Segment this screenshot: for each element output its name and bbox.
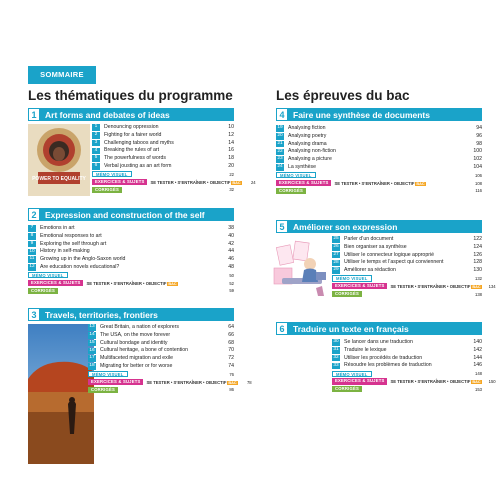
section-number: 6: [276, 322, 288, 335]
item-list: [276, 125, 482, 194]
list-item[interactable]: 24 La synthèse 104: [277, 163, 482, 170]
list-item[interactable]: 1 Denouncing oppression 10: [92, 124, 234, 131]
section-header[interactable]: [276, 220, 482, 233]
left-column-title: Les thématiques du programme: [28, 88, 233, 103]
corriges-line[interactable]: CORRIGÉS 59: [28, 287, 234, 294]
corriges-line[interactable]: CORRIGÉS 116: [276, 187, 482, 194]
list-item[interactable]: 30 Se lancer dans une traduction 140: [333, 339, 482, 345]
list-item[interactable]: 27 Utiliser le connecteur logique approprié 126: [333, 251, 482, 258]
list-item[interactable]: 20 Analysing poetry 96: [277, 132, 482, 139]
list-item[interactable]: 10 History in self-making 44: [29, 248, 234, 255]
section-title: Art forms and debates of ideas: [45, 109, 170, 120]
memo-line[interactable]: MÉMO VISUEL 106: [276, 172, 482, 179]
section-6: [276, 322, 496, 393]
sommaire-badge: SOMMAIRE: [28, 66, 96, 84]
item-list: [28, 225, 234, 294]
exercises-line[interactable]: EXERCICES & SUJETS SE TESTER • S’ENTRAÎNER • OBJECTIF BAC 52: [28, 279, 234, 286]
corriges-line[interactable]: CORRIGÉS 86: [88, 386, 234, 393]
section-header[interactable]: [28, 208, 234, 221]
list-item[interactable]: 17 Multifaceted migration and exile 72: [89, 355, 234, 362]
right-column-title: Les épreuves du bac: [276, 88, 410, 103]
item-list: [332, 236, 496, 298]
section-number: 4: [276, 108, 288, 121]
list-item[interactable]: 14 The USA, on the move forever 66: [89, 331, 234, 338]
section-title: Traduire un texte en français: [293, 323, 409, 334]
poster-text: POWER TO EQUALITY: [32, 176, 86, 182]
list-item[interactable]: 8 Emotional responses to art 40: [28, 233, 234, 240]
list-item[interactable]: 18 Migrating for better or for worse 74: [89, 362, 234, 369]
list-item[interactable]: 22 Analysing non-fiction 100: [277, 148, 482, 155]
item-list: [332, 339, 496, 393]
memo-line[interactable]: MÉMO VISUEL 50: [28, 272, 234, 279]
section-title: Travels, territories, frontiers: [45, 309, 158, 320]
corriges-line[interactable]: CORRIGÉS 32: [92, 186, 234, 193]
list-item[interactable]: 5 The powerfulness of words 18: [92, 155, 234, 162]
section-title: Faire une synthèse de documents: [293, 109, 430, 120]
memo-line[interactable]: MÉMO VISUEL 76: [88, 371, 234, 378]
memo-line[interactable]: MÉMO VISUEL 132: [332, 275, 482, 282]
right-column: [276, 86, 496, 392]
list-item[interactable]: 4 Breaking the rules of art 16: [92, 147, 234, 154]
list-item[interactable]: 2 Fighting for a fairer world 12: [92, 132, 234, 139]
left-column: [28, 86, 256, 393]
list-item[interactable]: 6 Verbal jousting as an art form 20: [92, 163, 234, 170]
list-item[interactable]: 32 Utiliser les procédés de traduction 144: [333, 354, 482, 361]
list-item[interactable]: 31 Traduire le lexique 142: [333, 346, 482, 353]
list-item[interactable]: 7 Emotions in art 38: [28, 225, 234, 232]
item-list: [88, 324, 252, 393]
section-1: [28, 108, 256, 193]
section-header[interactable]: [276, 322, 482, 335]
list-item[interactable]: 15 Cultural bondage and identity 68: [89, 339, 234, 346]
list-item[interactable]: 23 Analysing a picture 102: [277, 156, 482, 163]
list-item[interactable]: 26 Bien organiser sa synthèse 124: [333, 243, 482, 250]
section-title: Améliorer son expression: [293, 221, 398, 232]
list-item[interactable]: 11 Growing up in the Anglo-Saxon world 46: [29, 256, 234, 263]
writing-scene-illustration: [272, 238, 330, 300]
memo-line[interactable]: MÉMO VISUEL 22: [92, 171, 234, 178]
exercises-line[interactable]: EXERCICES & SUJETS SE TESTER • S’ENTRAÎNER • OBJECTIF BAC 108: [276, 179, 482, 186]
section-header[interactable]: [28, 108, 234, 121]
list-item[interactable]: 16 Cultural heritage, a bone of contention 70: [89, 347, 234, 354]
list-item[interactable]: 33 Résoudre les problèmes de traduction 146: [333, 362, 482, 369]
exercises-line[interactable]: EXERCICES & SUJETS SE TESTER • S’ENTRAÎNER • OBJECTIF BAC 134: [332, 283, 482, 290]
section-number: 1: [28, 108, 40, 121]
section-3: [28, 308, 252, 393]
list-item[interactable]: 25 Parler d’un document 122: [333, 236, 482, 242]
exercises-line[interactable]: EXERCICES & SUJETS SE TESTER • S’ENTRAÎNER • OBJECTIF BAC 150: [332, 378, 482, 385]
list-item[interactable]: 28 Utiliser le temps et l’aspect qui conviennent 128: [333, 259, 482, 266]
section-number: 3: [28, 308, 40, 321]
section-number: 5: [276, 220, 288, 233]
section-4: [276, 108, 482, 194]
memo-line[interactable]: MÉMO VISUEL 148: [332, 370, 482, 377]
corriges-line[interactable]: CORRIGÉS 153: [332, 386, 482, 393]
corriges-line[interactable]: CORRIGÉS 138: [332, 290, 482, 297]
section-5: [276, 220, 496, 298]
list-item[interactable]: 29 Améliorer sa rédaction 130: [333, 267, 482, 274]
power-to-equality-poster-image: [28, 124, 90, 196]
list-item[interactable]: 13 Great Britain, a nation of explorers 64: [89, 324, 234, 330]
uluru-landscape-image: [28, 324, 94, 464]
section-2: [28, 208, 234, 294]
item-list: [92, 124, 256, 193]
section-header[interactable]: [276, 108, 482, 121]
list-item[interactable]: 21 Analysing drama 98: [277, 140, 482, 147]
exercises-line[interactable]: EXERCICES & SUJETS SE TESTER • S’ENTRAÎNER • OBJECTIF BAC 78: [88, 378, 234, 385]
section-title: Expression and construction of the self: [45, 209, 205, 220]
section-number: 2: [28, 208, 40, 221]
list-item[interactable]: 19 Analysing fiction 94: [277, 125, 482, 131]
exercises-line[interactable]: EXERCICES & SUJETS SE TESTER • S’ENTRAÎNER • OBJECTIF BAC 24: [92, 178, 234, 185]
list-item[interactable]: 3 Challenging taboos and myths 14: [92, 140, 234, 147]
list-item[interactable]: 12 Are education novels educational? 48: [29, 263, 234, 270]
list-item[interactable]: 9 Exploring the self through art 42: [28, 241, 234, 248]
section-header[interactable]: [28, 308, 234, 321]
